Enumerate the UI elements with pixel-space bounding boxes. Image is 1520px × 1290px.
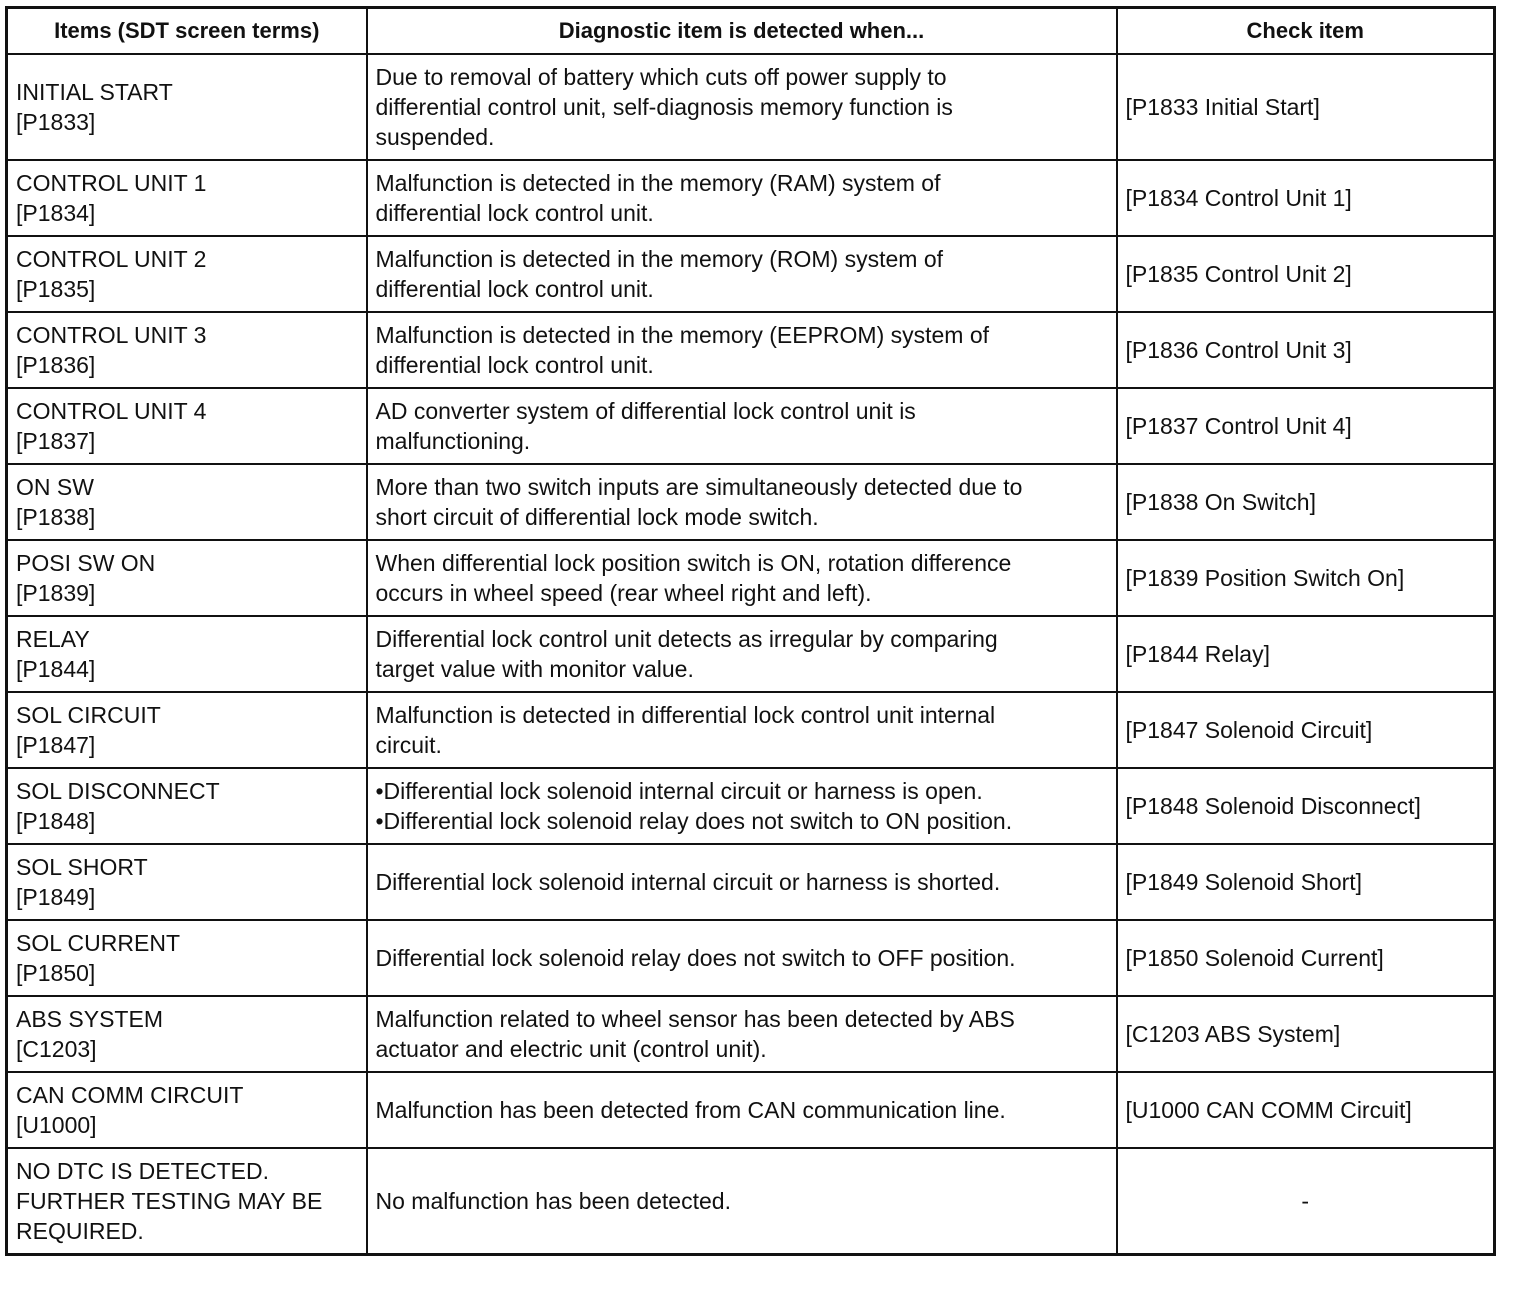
condition-cell: AD converter system of differential lock control unit is malfunctioning.	[367, 388, 1117, 464]
check-item-cell: [P1850 Solenoid Current]	[1117, 920, 1495, 996]
table-row	[7, 844, 1495, 920]
check-item-cell: [P1838 On Switch]	[1117, 464, 1495, 540]
header-detected-when: Diagnostic item is detected when...	[367, 8, 1117, 55]
check-item-cell: [P1836 Control Unit 3]	[1117, 312, 1495, 388]
condition-cell: More than two switch inputs are simultaneously detected due to short circuit of differential lock mode switch.	[367, 464, 1117, 540]
condition-cell: Malfunction is detected in differential lock control unit internal circuit.	[367, 692, 1117, 768]
header-items: Items (SDT screen terms)	[7, 8, 367, 55]
check-item-cell: -	[1117, 1148, 1495, 1255]
check-item-cell: [P1844 Relay]	[1117, 616, 1495, 692]
header-check-item: Check item	[1117, 8, 1495, 55]
table-row	[7, 236, 1495, 312]
item-cell: CONTROL UNIT 3 [P1836]	[7, 312, 367, 388]
table-row	[7, 388, 1495, 464]
table-row	[7, 692, 1495, 768]
item-cell: POSI SW ON [P1839]	[7, 540, 367, 616]
item-cell: CAN COMM CIRCUIT [U1000]	[7, 1072, 367, 1148]
table-row	[7, 1072, 1495, 1148]
condition-cell: Differential lock solenoid relay does not switch to OFF position.	[367, 920, 1117, 996]
check-item-cell: [C1203 ABS System]	[1117, 996, 1495, 1072]
condition-cell: Differential lock solenoid internal circuit or harness is shorted.	[367, 844, 1117, 920]
check-item-cell: [P1835 Control Unit 2]	[1117, 236, 1495, 312]
check-item-cell: [P1837 Control Unit 4]	[1117, 388, 1495, 464]
table-row	[7, 768, 1495, 844]
item-cell: INITIAL START [P1833]	[7, 54, 367, 160]
table-row	[7, 160, 1495, 236]
check-item-cell: [P1834 Control Unit 1]	[1117, 160, 1495, 236]
condition-cell: Differential lock control unit detects as irregular by comparing target value with monitor value.	[367, 616, 1117, 692]
condition-cell: Malfunction is detected in the memory (ROM) system of differential lock control unit.	[367, 236, 1117, 312]
table-row	[7, 540, 1495, 616]
item-cell: NO DTC IS DETECTED. FURTHER TESTING MAY BE REQUIRED.	[7, 1148, 367, 1255]
table-header-row	[7, 8, 1495, 55]
condition-cell: Malfunction related to wheel sensor has been detected by ABS actuator and electric unit (control unit).	[367, 996, 1117, 1072]
table-row	[7, 54, 1495, 160]
table-row	[7, 920, 1495, 996]
item-cell: RELAY [P1844]	[7, 616, 367, 692]
table-row	[7, 996, 1495, 1072]
item-cell: SOL CURRENT [P1850]	[7, 920, 367, 996]
check-item-cell: [P1849 Solenoid Short]	[1117, 844, 1495, 920]
table-row	[7, 616, 1495, 692]
check-item-cell: [U1000 CAN COMM Circuit]	[1117, 1072, 1495, 1148]
table-row	[7, 1148, 1495, 1255]
item-cell: CONTROL UNIT 2 [P1835]	[7, 236, 367, 312]
table-row	[7, 464, 1495, 540]
condition-cell: •Differential lock solenoid internal circuit or harness is open. •Differential lock solenoid relay does not switch to ON position.	[367, 768, 1117, 844]
item-cell: SOL CIRCUIT [P1847]	[7, 692, 367, 768]
check-item-cell: [P1848 Solenoid Disconnect]	[1117, 768, 1495, 844]
check-item-cell: [P1833 Initial Start]	[1117, 54, 1495, 160]
diagnostic-items-table	[5, 6, 1496, 1256]
item-cell: ABS SYSTEM [C1203]	[7, 996, 367, 1072]
condition-cell: Malfunction is detected in the memory (EEPROM) system of differential lock control unit.	[367, 312, 1117, 388]
item-cell: SOL SHORT [P1849]	[7, 844, 367, 920]
item-cell: CONTROL UNIT 4 [P1837]	[7, 388, 367, 464]
condition-cell: When differential lock position switch is ON, rotation difference occurs in wheel speed (rear wheel right and left).	[367, 540, 1117, 616]
check-item-cell: [P1847 Solenoid Circuit]	[1117, 692, 1495, 768]
item-cell: SOL DISCONNECT [P1848]	[7, 768, 367, 844]
condition-cell: No malfunction has been detected.	[367, 1148, 1117, 1255]
condition-cell: Malfunction is detected in the memory (RAM) system of differential lock control unit.	[367, 160, 1117, 236]
condition-cell: Malfunction has been detected from CAN communication line.	[367, 1072, 1117, 1148]
item-cell: CONTROL UNIT 1 [P1834]	[7, 160, 367, 236]
item-cell: ON SW [P1838]	[7, 464, 367, 540]
table-row	[7, 312, 1495, 388]
check-item-cell: [P1839 Position Switch On]	[1117, 540, 1495, 616]
condition-cell: Due to removal of battery which cuts off power supply to differential control unit, self-diagnosis memory function is suspended.	[367, 54, 1117, 160]
